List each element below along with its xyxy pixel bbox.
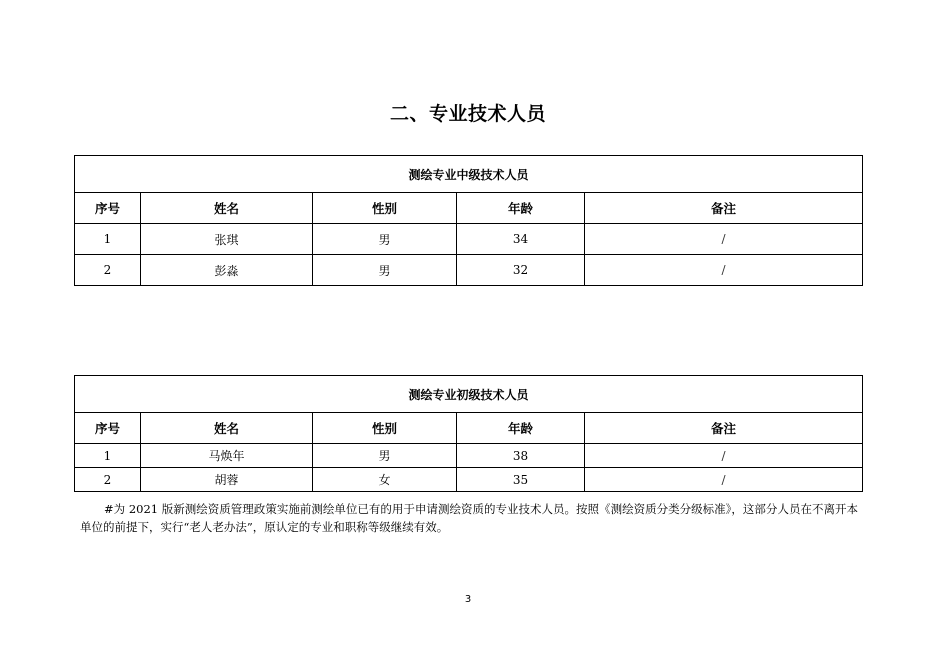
- page-number: 3: [464, 594, 472, 605]
- column-header-age: 年龄: [457, 413, 585, 444]
- intermediate-staff-table: [74, 155, 863, 286]
- table-row: [75, 444, 863, 468]
- table-row: [75, 468, 863, 492]
- column-header-name: 姓名: [141, 193, 313, 224]
- cell-name: 胡蓉: [141, 468, 313, 492]
- cell-remark: /: [585, 224, 863, 255]
- page-title: 二、专业技术人员: [389, 103, 546, 125]
- footnote: #为 2021 版新测绘资质管理政策实施前测绘单位已有的用于申请测绘资质的专业技术人员。按照《测绘资质分类分级标准》，这部分人员在不离开本单位的前提下，实行“老人老办法”，原认定的专业和职称等级继续有效。: [80, 502, 858, 534]
- cell-no: 1: [75, 444, 141, 468]
- cell-remark: /: [585, 444, 863, 468]
- column-header-remark: 备注: [585, 193, 863, 224]
- column-header-name: 姓名: [141, 413, 313, 444]
- cell-remark: /: [585, 255, 863, 286]
- column-header-remark: 备注: [585, 413, 863, 444]
- cell-remark: /: [585, 468, 863, 492]
- column-header-no: 序号: [75, 413, 141, 444]
- cell-age: 32: [457, 255, 585, 286]
- cell-name: 张琪: [141, 224, 313, 255]
- column-header-no: 序号: [75, 193, 141, 224]
- cell-age: 35: [457, 468, 585, 492]
- column-header-gender: 性别: [313, 193, 457, 224]
- table-row: [75, 255, 863, 286]
- cell-no: 1: [75, 224, 141, 255]
- cell-no: 2: [75, 468, 141, 492]
- cell-gender: 男: [313, 255, 457, 286]
- cell-age: 34: [457, 224, 585, 255]
- cell-gender: 男: [313, 224, 457, 255]
- column-header-gender: 性别: [313, 413, 457, 444]
- table-header-row: [75, 193, 863, 224]
- cell-age: 38: [457, 444, 585, 468]
- cell-gender: 女: [313, 468, 457, 492]
- cell-gender: 男: [313, 444, 457, 468]
- table-caption: 测绘专业中级技术人员: [75, 156, 863, 193]
- junior-staff-table: [74, 375, 863, 492]
- table-row: [75, 224, 863, 255]
- column-header-age: 年龄: [457, 193, 585, 224]
- table-caption: 测绘专业初级技术人员: [75, 376, 863, 413]
- cell-name: 彭淼: [141, 255, 313, 286]
- cell-no: 2: [75, 255, 141, 286]
- cell-name: 马焕年: [141, 444, 313, 468]
- table-header-row: [75, 413, 863, 444]
